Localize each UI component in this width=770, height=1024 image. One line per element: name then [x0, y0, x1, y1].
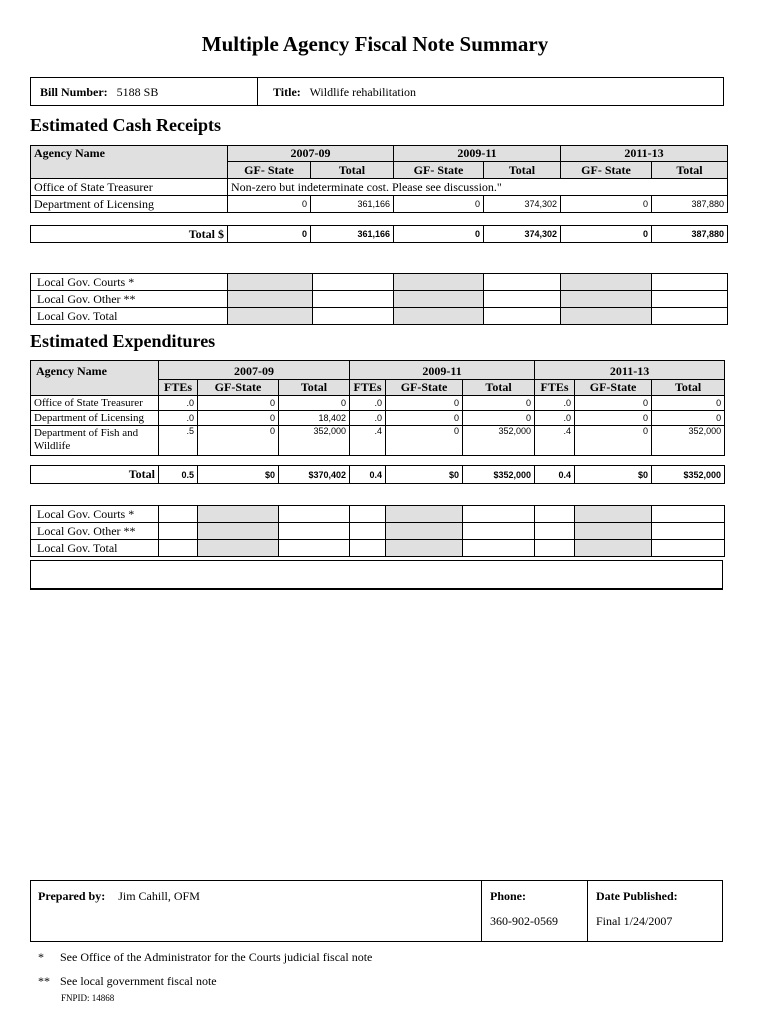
cell-value: 0 [575, 426, 652, 456]
cell-value: 18,402 [279, 411, 350, 426]
table-row [31, 506, 725, 523]
bill-title: Wildlife rehabilitation [309, 85, 417, 99]
indeterminate-note: Non-zero but indeterminate cost. Please see discussion." [228, 179, 728, 196]
cash-gf-header: GF- State [228, 162, 311, 179]
local-gov-label: Local Gov. Other ** [31, 291, 228, 308]
exp-ftes-header: FTEs [350, 380, 386, 396]
footnote-mark: * [38, 950, 44, 964]
cell-value: .0 [159, 396, 198, 411]
expenditures-total-table [30, 465, 725, 484]
cell-value: 0 [386, 396, 463, 411]
exp-gf-header: GF-State [198, 380, 279, 396]
exp-period-header: 2009-11 [350, 361, 535, 380]
cash-gf-header: GF- State [561, 162, 652, 179]
total-value: 0.4 [535, 466, 575, 484]
blank-notes-box [30, 560, 723, 590]
bill-title-cell [259, 78, 723, 105]
cell-value: 0 [575, 411, 652, 426]
table-row [31, 291, 728, 308]
prepared-by-box [30, 880, 723, 942]
exp-gf-header: GF-State [575, 380, 652, 396]
table-row [31, 179, 728, 196]
cell-value: 0 [463, 411, 535, 426]
table-row [31, 426, 725, 456]
exp-total-header: Total [652, 380, 725, 396]
cell-value: 0 [652, 396, 725, 411]
total-value: 361,166 [311, 226, 394, 243]
local-gov-label: Local Gov. Other ** [31, 523, 159, 540]
cell-value: .0 [535, 396, 575, 411]
cell-value: 0 [228, 196, 311, 213]
cash-total-header: Total [484, 162, 561, 179]
table-row [31, 523, 725, 540]
exp-total-header: Total [463, 380, 535, 396]
cell-value: 0 [394, 196, 484, 213]
total-value: 0.4 [350, 466, 386, 484]
total-value: 0 [228, 226, 311, 243]
footnote-text: See Office of the Administrator for the Courts judicial fiscal note [60, 950, 373, 964]
cell-value: 0 [575, 396, 652, 411]
exp-ftes-header: FTEs [159, 380, 198, 396]
cash-agency-header: Agency Name [31, 146, 228, 179]
prepared-by-label: Prepared by: [38, 889, 106, 903]
exp-gf-header: GF-State [386, 380, 463, 396]
bill-number-label: Bill Number: [40, 85, 108, 99]
cash-header-row [31, 146, 728, 162]
cell-value: 352,000 [279, 426, 350, 456]
date-label: Date Published: [596, 889, 678, 903]
expenditures-table [30, 360, 725, 456]
cell-value: .4 [350, 426, 386, 456]
date-published: Final 1/24/2007 [596, 914, 673, 928]
exp-header-row [31, 361, 725, 380]
cell-value: 361,166 [311, 196, 394, 213]
phone-number: 360-902-0569 [490, 914, 558, 928]
cash-receipts-heading: Estimated Cash Receipts [30, 115, 221, 135]
table-row [31, 308, 728, 325]
cell-value: 0 [386, 426, 463, 456]
exp-ftes-header: FTEs [535, 380, 575, 396]
total-value: $0 [386, 466, 463, 484]
exp-period-header: 2011-13 [535, 361, 725, 380]
page-title: Multiple Agency Fiscal Note Summary [201, 32, 549, 56]
cash-gf-header: GF- State [394, 162, 484, 179]
cell-value: .0 [350, 411, 386, 426]
table-row [31, 274, 728, 291]
table-row [31, 411, 725, 426]
exp-agency-header: Agency Name [31, 361, 159, 396]
local-gov-label: Local Gov. Total [31, 308, 228, 325]
cell-value: 352,000 [463, 426, 535, 456]
agency-name: Department of Licensing [31, 411, 159, 426]
preparer-name: Jim Cahill, OFM [118, 889, 200, 903]
cell-value: 0 [279, 396, 350, 411]
agency-name: Department of Licensing [31, 196, 228, 213]
cell-value: .4 [535, 426, 575, 456]
prepared-by-cell [31, 881, 482, 941]
cash-total-header: Total [652, 162, 728, 179]
exp-local-gov-table [30, 505, 725, 557]
exp-total-header: Total [279, 380, 350, 396]
date-cell [589, 881, 722, 941]
total-label: Total [31, 466, 159, 484]
total-value: 374,302 [484, 226, 561, 243]
fnpid: FNPID: 14868 [61, 993, 115, 1003]
total-value: $352,000 [652, 466, 725, 484]
exp-period-header: 2007-09 [159, 361, 350, 380]
agency-name-line: Department of Fish and [34, 427, 139, 439]
cell-value: 387,880 [652, 196, 728, 213]
total-value: 0.5 [159, 466, 198, 484]
cell-value: .0 [350, 396, 386, 411]
cash-period-header: 2007-09 [228, 146, 394, 162]
cell-value: 374,302 [484, 196, 561, 213]
total-row [31, 226, 728, 243]
cell-value: 0 [198, 396, 279, 411]
cell-value: .0 [159, 411, 198, 426]
cell-value: 0 [198, 426, 279, 456]
total-value: $370,402 [279, 466, 350, 484]
cash-period-header: 2011-13 [561, 146, 728, 162]
table-row [31, 396, 725, 411]
agency-name [31, 426, 159, 456]
cash-total-table [30, 225, 728, 243]
bill-info-box [30, 77, 724, 106]
footnote-text: See local government fiscal note [60, 974, 217, 988]
cash-total-header: Total [311, 162, 394, 179]
table-row [31, 540, 725, 557]
total-row [31, 466, 725, 484]
agency-name: Office of State Treasurer [31, 179, 228, 196]
total-label: Total $ [31, 226, 228, 243]
table-row [31, 196, 728, 213]
total-value: 387,880 [652, 226, 728, 243]
phone-cell [483, 881, 588, 941]
cell-value: 0 [386, 411, 463, 426]
cell-value: 352,000 [652, 426, 725, 456]
phone-label: Phone: [490, 889, 526, 903]
cell-value: 0 [652, 411, 725, 426]
bill-number: 5188 SB [116, 85, 159, 99]
total-value: 0 [394, 226, 484, 243]
footnote-mark: ** [38, 974, 50, 988]
total-value: $0 [198, 466, 279, 484]
bill-title-label: Title: [273, 85, 301, 99]
cash-local-gov-table [30, 273, 728, 325]
agency-name-line: Wildlife [34, 440, 71, 452]
total-value: $352,000 [463, 466, 535, 484]
bill-number-cell [31, 78, 258, 105]
cell-value: .0 [535, 411, 575, 426]
cell-value: 0 [463, 396, 535, 411]
local-gov-label: Local Gov. Total [31, 540, 159, 557]
total-value: $0 [575, 466, 652, 484]
cell-value: .5 [159, 426, 198, 456]
cell-value: 0 [561, 196, 652, 213]
cash-period-header: 2009-11 [394, 146, 561, 162]
local-gov-label: Local Gov. Courts * [31, 506, 159, 523]
total-value: 0 [561, 226, 652, 243]
cell-value: 0 [198, 411, 279, 426]
local-gov-label: Local Gov. Courts * [31, 274, 228, 291]
cash-receipts-table [30, 145, 728, 213]
agency-name: Office of State Treasurer [31, 396, 159, 411]
expenditures-heading: Estimated Expenditures [30, 331, 216, 351]
